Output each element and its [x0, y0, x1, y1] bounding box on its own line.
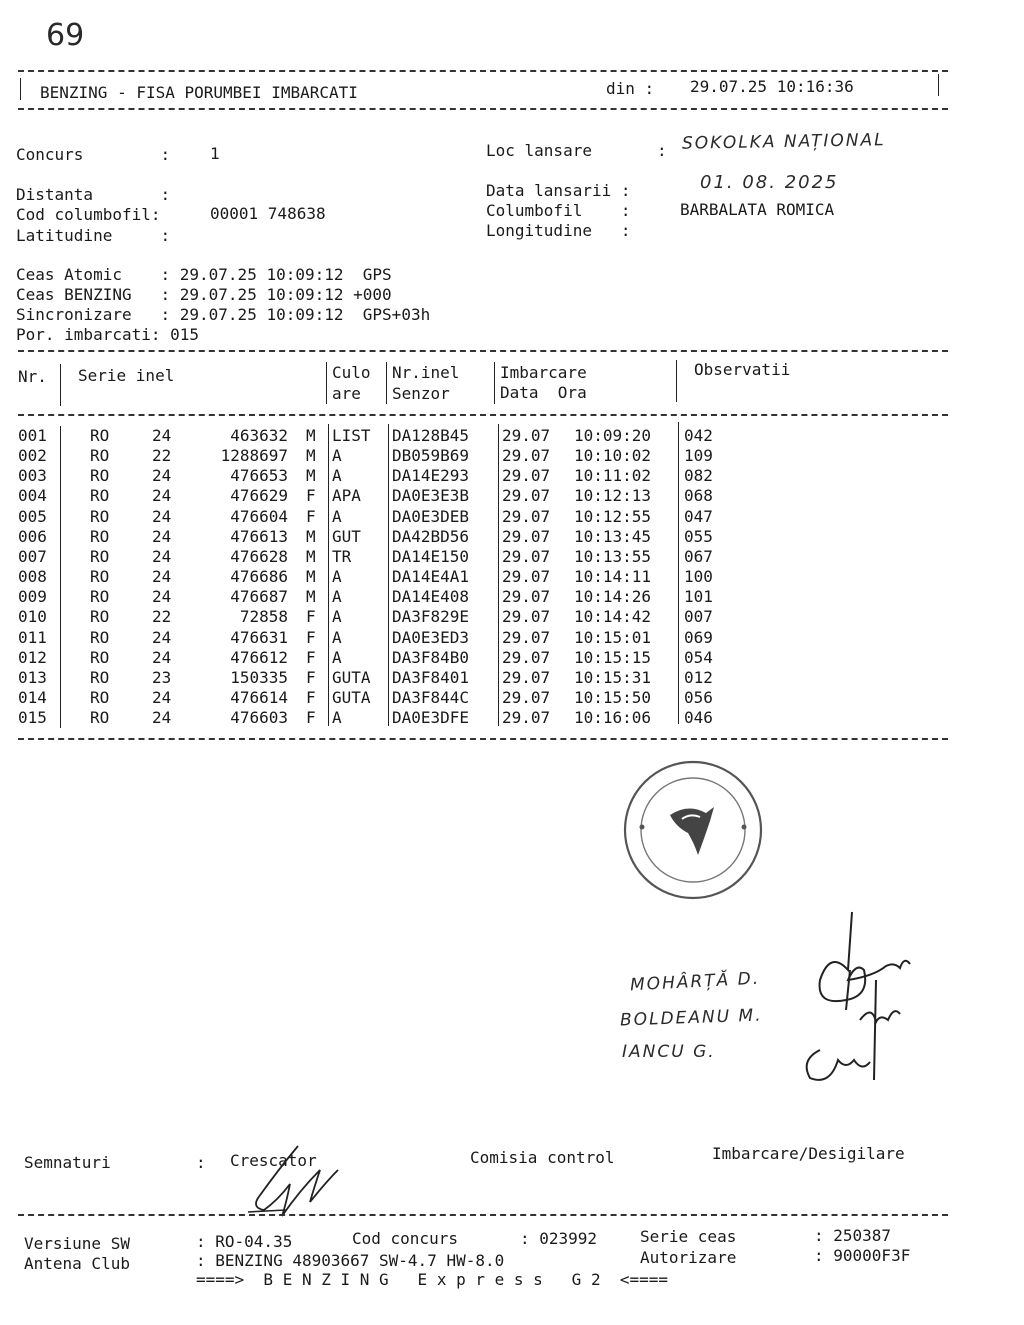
cod-columbofil-label: Cod columbofil:	[16, 205, 161, 224]
row-sex: M	[306, 587, 316, 607]
row-country: RO	[90, 607, 110, 627]
columbofil-value: BARBALATA ROMICA	[680, 200, 835, 219]
col-header-serie: Serie inel	[78, 366, 175, 385]
row-sex: F	[306, 486, 316, 506]
cod-concurs-value: : 023992	[520, 1229, 598, 1248]
crescator-signature	[238, 1140, 348, 1220]
col-header-are: are	[332, 384, 361, 403]
row-sensor: DA0E3DEB	[392, 506, 470, 526]
serie-ceas-label: Serie ceas	[640, 1227, 737, 1246]
din-value: 29.07.25 10:16:36	[690, 77, 854, 96]
row-sex: F	[306, 627, 316, 647]
row-sensor: DA14E293	[392, 466, 470, 486]
row-sex: M	[306, 567, 316, 587]
row-color: LIST	[332, 426, 371, 445]
data-lansarii-label: Data lansarii :	[486, 181, 631, 200]
row-ring-number: 476614	[230, 687, 288, 707]
row-date: 29.07	[502, 426, 551, 445]
data-lansarii-value: 01. 08. 2025	[700, 172, 839, 193]
benzing-express-banner: ====> B E N Z I N G E x p r e s s G 2 <====	[196, 1270, 669, 1289]
row-observation: 068	[684, 486, 713, 506]
row-sensor: DA14E150	[392, 546, 470, 566]
commission-name-2: BOLDEANU M.	[619, 1005, 763, 1031]
columbofil-label: Columbofil :	[486, 201, 631, 220]
row-sensor: DA14E408	[392, 587, 470, 607]
row-date: 29.07	[502, 708, 551, 728]
row-color: A	[332, 446, 342, 466]
row-year: 24	[152, 526, 172, 546]
row-country: RO	[90, 526, 110, 546]
row-ring-number: 476686	[230, 567, 288, 587]
row-country: RO	[90, 708, 110, 728]
row-year: 24	[152, 587, 172, 607]
row-year: 24	[152, 708, 172, 728]
ceas-benzing-line: Ceas BENZING : 29.07.25 10:09:12 +000	[16, 285, 392, 304]
row-observation: 042	[684, 426, 713, 445]
row-time: 10:15:31	[574, 667, 652, 687]
row-year: 24	[152, 506, 172, 526]
row-time: 10:12:13	[574, 486, 652, 506]
row-number: 001	[18, 426, 47, 445]
row-number: 012	[18, 647, 47, 667]
row-sex: F	[306, 687, 316, 707]
row-color: GUTA	[332, 667, 371, 687]
row-ring-number: 72858	[239, 607, 288, 627]
row-date: 29.07	[502, 506, 551, 526]
row-observation: 100	[684, 567, 713, 587]
row-sex: F	[306, 667, 316, 687]
autorizare-value: : 90000F3F	[814, 1246, 911, 1265]
row-color: A	[332, 567, 342, 587]
row-color: GUT	[332, 526, 361, 546]
body-sep-1	[60, 426, 61, 728]
col-header-observatii: Observatii	[694, 360, 791, 379]
document-title: BENZING - FISA PORUMBEI IMBARCATI	[40, 83, 358, 102]
row-year: 23	[152, 667, 172, 687]
concurs-label: Concurs :	[16, 145, 171, 164]
row-time: 10:13:55	[574, 546, 652, 566]
club-stamp	[618, 755, 768, 905]
row-date: 29.07	[502, 466, 551, 486]
header-sep-3	[386, 362, 387, 404]
row-country: RO	[90, 687, 110, 707]
body-sep-3	[388, 424, 389, 726]
commission-name-1: MOHÂRȚĂ D.	[629, 968, 761, 996]
antena-club-label: Antena Club	[24, 1254, 130, 1273]
row-observation: 101	[684, 587, 713, 607]
row-time: 10:14:42	[574, 607, 652, 627]
antena-club-value: : BENZING 48903667 SW-4.7 HW-8.0	[196, 1251, 505, 1270]
row-sex: F	[306, 607, 316, 627]
row-country: RO	[90, 567, 110, 587]
row-sensor: DA3F8401	[392, 667, 470, 687]
row-sex: F	[306, 647, 316, 667]
porumbei-imbarcati-line: Por. imbarcati: 015	[16, 325, 200, 344]
sincronizare-line: Sincronizare : 29.07.25 10:09:12 GPS+03h	[16, 305, 431, 324]
row-country: RO	[90, 446, 110, 466]
versiune-sw-label: Versiune SW	[24, 1234, 130, 1253]
header-bottom-divider	[18, 108, 948, 110]
col-header-senzor: Senzor	[392, 384, 450, 403]
row-observation: 046	[684, 708, 713, 728]
row-color: A	[332, 627, 342, 647]
row-sex: M	[306, 546, 316, 566]
row-observation: 082	[684, 466, 713, 486]
row-country: RO	[90, 647, 110, 667]
row-observation: 012	[684, 667, 713, 687]
header-left-bar	[20, 78, 21, 100]
row-year: 24	[152, 486, 172, 506]
row-date: 29.07	[502, 667, 551, 687]
row-date: 29.07	[502, 486, 551, 506]
row-observation: 109	[684, 446, 713, 466]
row-year: 24	[152, 426, 172, 445]
row-number: 007	[18, 546, 47, 566]
semnaturi-colon: :	[196, 1153, 206, 1172]
row-date: 29.07	[502, 627, 551, 647]
row-color: A	[332, 587, 342, 607]
serie-ceas-value: : 250387	[814, 1226, 892, 1245]
row-country: RO	[90, 426, 110, 445]
imbarcare-desigilare-label: Imbarcare/Desigilare	[712, 1144, 905, 1163]
row-time: 10:14:26	[574, 587, 652, 607]
row-country: RO	[90, 486, 110, 506]
row-ring-number: 476603	[230, 708, 288, 728]
row-sex: F	[306, 708, 316, 728]
row-color: APA	[332, 486, 361, 506]
row-date: 29.07	[502, 587, 551, 607]
latitudine-label: Latitudine :	[16, 226, 171, 245]
loc-lansare-colon: :	[657, 141, 667, 160]
commission-signatures	[790, 910, 930, 1090]
row-date: 29.07	[502, 526, 551, 546]
row-sensor: DA14E4A1	[392, 567, 470, 587]
row-observation: 055	[684, 526, 713, 546]
distanta-label: Distanta :	[16, 185, 171, 204]
row-color: TR	[332, 546, 352, 566]
row-ring-number: 150335	[230, 667, 288, 687]
row-observation: 054	[684, 647, 713, 667]
body-sep-5	[678, 422, 679, 724]
row-number: 003	[18, 466, 47, 486]
row-date: 29.07	[502, 567, 551, 587]
row-country: RO	[90, 627, 110, 647]
row-date: 29.07	[502, 446, 551, 466]
loc-lansare-label: Loc lansare	[486, 141, 592, 160]
row-color: A	[332, 708, 342, 728]
row-number: 004	[18, 486, 47, 506]
col-header-nrinel: Nr.inel	[392, 363, 460, 382]
footer-divider	[18, 1214, 948, 1216]
row-ring-number: 1288697	[220, 446, 288, 466]
comisia-control-label: Comisia control	[470, 1148, 615, 1167]
row-ring-number: 476629	[230, 486, 288, 506]
row-time: 10:15:50	[574, 687, 652, 707]
row-ring-number: 476604	[230, 506, 288, 526]
row-observation: 056	[684, 687, 713, 707]
row-ring-number: 463632	[230, 426, 288, 445]
row-year: 24	[152, 466, 172, 486]
row-color: GUTA	[332, 687, 371, 707]
row-sensor: DA0E3E3B	[392, 486, 470, 506]
row-sensor: DA3F844C	[392, 687, 470, 707]
row-number: 015	[18, 708, 47, 728]
col-header-nr: Nr.	[18, 367, 47, 386]
row-sensor: DA128B45	[392, 426, 470, 445]
row-time: 10:15:01	[574, 627, 652, 647]
row-time: 10:10:02	[574, 446, 652, 466]
row-sensor: DA0E3ED3	[392, 627, 470, 647]
row-ring-number: 476612	[230, 647, 288, 667]
row-time: 10:14:11	[574, 567, 652, 587]
body-sep-4	[498, 424, 499, 726]
page-number: 69	[46, 18, 85, 53]
row-year: 24	[152, 627, 172, 647]
row-number: 010	[18, 607, 47, 627]
row-color: A	[332, 647, 342, 667]
row-color: A	[332, 607, 342, 627]
row-date: 29.07	[502, 647, 551, 667]
row-sensor: DA3F84B0	[392, 647, 470, 667]
header-top-divider	[18, 70, 948, 72]
row-sex: M	[306, 426, 316, 445]
row-year: 24	[152, 647, 172, 667]
row-number: 005	[18, 506, 47, 526]
header-sep-2	[326, 362, 327, 404]
row-observation: 067	[684, 546, 713, 566]
header-sep-4	[494, 362, 495, 404]
row-date: 29.07	[502, 687, 551, 707]
table-bottom-divider	[18, 738, 948, 740]
row-ring-number: 476687	[230, 587, 288, 607]
row-year: 24	[152, 687, 172, 707]
cod-columbofil-value: 00001 748638	[210, 204, 326, 223]
row-number: 008	[18, 567, 47, 587]
row-number: 002	[18, 446, 47, 466]
loc-lansare-value: SOKOLKA NAȚIONAL	[681, 130, 886, 154]
col-header-culo: Culo	[332, 363, 371, 382]
row-time: 10:15:15	[574, 647, 652, 667]
row-country: RO	[90, 587, 110, 607]
row-observation: 047	[684, 506, 713, 526]
row-color: A	[332, 466, 342, 486]
row-date: 29.07	[502, 607, 551, 627]
row-number: 013	[18, 667, 47, 687]
row-observation: 007	[684, 607, 713, 627]
header-right-bar	[938, 74, 939, 96]
row-sensor: DA3F829E	[392, 607, 470, 627]
row-country: RO	[90, 667, 110, 687]
col-header-imbarcare: Imbarcare	[500, 363, 587, 382]
header-sep-1	[60, 364, 61, 406]
concurs-value: 1	[210, 144, 220, 163]
row-sex: M	[306, 526, 316, 546]
table-top-divider	[18, 350, 948, 352]
row-time: 10:11:02	[574, 466, 652, 486]
row-number: 009	[18, 587, 47, 607]
table-header-divider	[18, 414, 948, 416]
commission-name-3: IANCU G.	[622, 1042, 716, 1062]
row-country: RO	[90, 466, 110, 486]
row-sex: M	[306, 466, 316, 486]
col-header-data-ora: Data Ora	[500, 383, 587, 402]
row-color: A	[332, 506, 342, 526]
row-time: 10:09:20	[574, 426, 652, 445]
header-sep-5	[676, 360, 677, 402]
row-number: 006	[18, 526, 47, 546]
semnaturi-label: Semnaturi	[24, 1153, 111, 1172]
ceas-atomic-line: Ceas Atomic : 29.07.25 10:09:12 GPS	[16, 265, 392, 284]
row-year: 22	[152, 446, 172, 466]
row-ring-number: 476628	[230, 546, 288, 566]
row-number: 011	[18, 627, 47, 647]
row-year: 22	[152, 607, 172, 627]
row-time: 10:16:06	[574, 708, 652, 728]
longitudine-label: Longitudine :	[486, 221, 631, 240]
row-sex: F	[306, 506, 316, 526]
row-ring-number: 476613	[230, 526, 288, 546]
body-sep-2	[328, 424, 329, 726]
crescator-label: Crescator	[230, 1151, 317, 1170]
versiune-sw-value: : RO-04.35	[196, 1232, 293, 1251]
din-label: din :	[606, 79, 655, 98]
row-number: 014	[18, 687, 47, 707]
row-time: 10:12:55	[574, 506, 652, 526]
autorizare-label: Autorizare	[640, 1248, 737, 1267]
row-sensor: DA0E3DFE	[392, 708, 470, 728]
row-country: RO	[90, 546, 110, 566]
row-year: 24	[152, 546, 172, 566]
row-sex: M	[306, 446, 316, 466]
row-country: RO	[90, 506, 110, 526]
row-time: 10:13:45	[574, 526, 652, 546]
row-observation: 069	[684, 627, 713, 647]
row-year: 24	[152, 567, 172, 587]
row-sensor: DB059B69	[392, 446, 470, 466]
row-ring-number: 476653	[230, 466, 288, 486]
cod-concurs-label: Cod concurs	[352, 1229, 458, 1248]
row-date: 29.07	[502, 546, 551, 566]
row-ring-number: 476631	[230, 627, 288, 647]
row-sensor: DA42BD56	[392, 526, 470, 546]
